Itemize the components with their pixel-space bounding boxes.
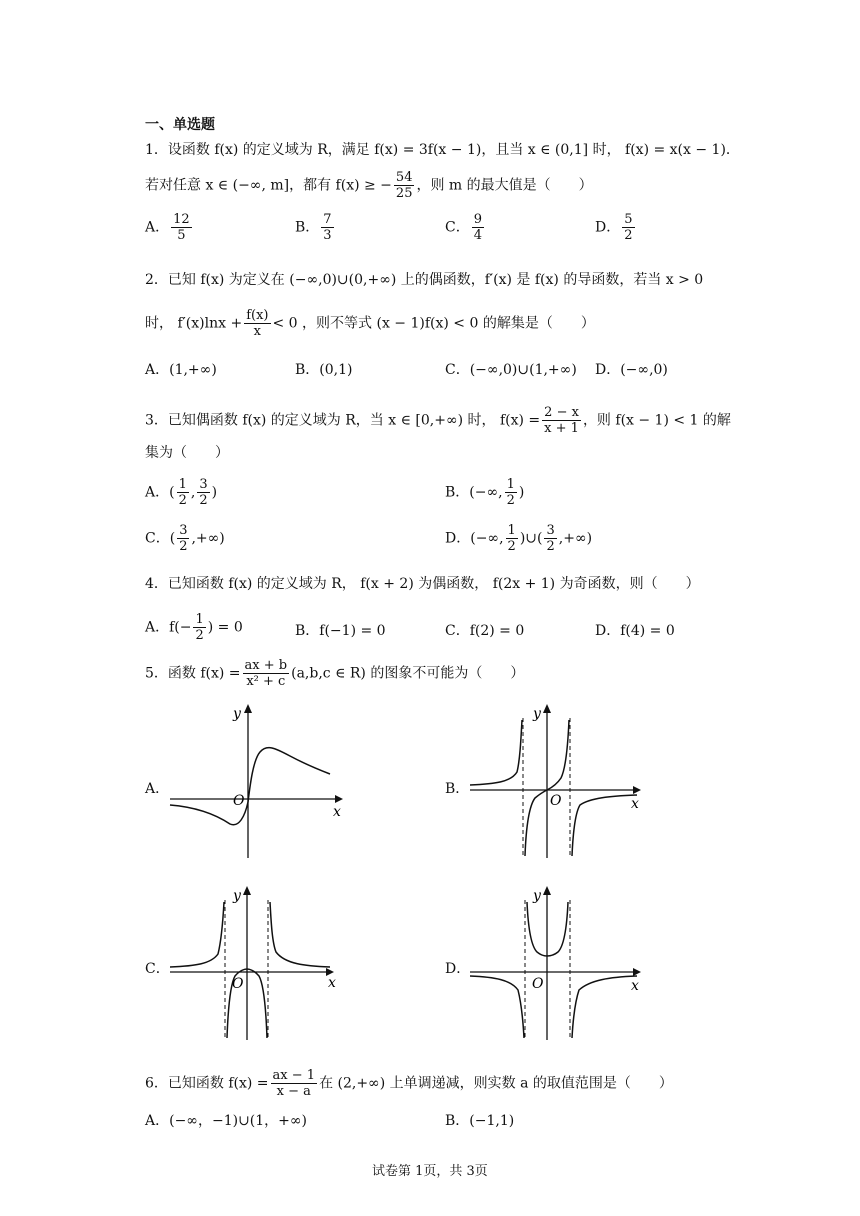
page-footer: 试卷第 1页，共 3页 [372,1164,488,1179]
q3-option-a[interactable]: A．( $\frac{1}{2}$ , $\frac{3}{2}$ ) [145,477,218,508]
q3-option-c[interactable]: C．( $\frac{3}{2}$ ,+∞) [145,523,225,554]
q1-option-c[interactable]: C． $\frac{9}{4}$ [445,212,482,243]
q6-line1: 6．已知函数 f(x) = $\frac{ax - 1}{x - a}$ 在 (2,+∞) 上单调递减，则实数 a 的取值范围是（ ） [145,1068,673,1099]
y-axis-arrow-icon [243,886,251,895]
q1-option-b[interactable]: B． $\frac{7}{3}$ [295,212,332,243]
curve [170,748,330,825]
x-label: x [328,975,336,991]
q3-option-d[interactable]: D．(−∞, $\frac{1}{2}$ )∪( $\frac{3}{2}$ ,+∞) [445,523,593,554]
q5-line1: 5．函数 f(x) = $\frac{ax + b}{\text{x² + c}}$ (a,b,c ∈ R) 的图象不可能为（ ） [145,658,525,689]
q1-line2: 若对任意 x ∈ (−∞, m]，都有 f(x) ≥ − $\frac{54}{25}$ ，则 m 的最大值是（ ） [145,170,593,201]
q6-option-b[interactable]: B．(−1,1) [445,1113,515,1129]
curve-left [470,720,522,785]
graph-a-label[interactable]: A． [145,781,170,797]
curve-right [572,795,637,856]
y-label: y [233,888,241,904]
q2-option-c[interactable]: C．(−∞,0)∪(1,+∞) [445,362,577,378]
x-label: x [333,804,341,820]
y-label: y [533,706,541,722]
y-axis-arrow-icon [244,704,252,713]
q3-line2: 集为（ ） [145,445,229,461]
q2-option-d[interactable]: D．(−∞,0) [595,362,668,378]
q1-line1: 1．设函数 f(x) 的定义域为 R，满足 f(x) = 3f(x − 1)，且当 x ∈ (0,1] 时， f(x) = x(x − 1)． [145,142,740,158]
x-axis-arrow-icon [633,968,641,976]
origin-label: O [232,976,244,992]
x-label: x [631,796,639,812]
x-axis-arrow-icon [335,795,343,803]
q4-option-a[interactable]: A．f(− $\frac{1}{2}$ ) = 0 [145,612,243,643]
y-label: y [233,706,241,722]
y-label: y [533,888,541,904]
graph-a [165,698,355,863]
q3-line1: 3．已知偶函数 f(x) 的定义域为 R，当 x ∈ [0,+∞) 时， f(x) = $\frac{2 - x}{x + 1}$ ，则 f(x − 1) < 1 的解 [145,405,731,436]
graph-c-label[interactable]: C． [145,961,170,977]
q6-option-a[interactable]: A．(−∞，−1)∪(1，+∞) [145,1113,308,1129]
q2-line2: 时， f′(x)lnx + $\frac{f(x)}{x}$ < 0 ，则不等式 (x − 1)f(x) < 0 的解集是（ ） [145,308,595,339]
q4-option-b[interactable]: B．f(−1) = 0 [295,623,386,639]
q4-line1: 4．已知函数 f(x) 的定义域为 R， f(x + 2) 为偶函数， f(2x + 1) 为奇函数，则（ ） [145,576,700,592]
origin-label: O [532,976,544,992]
origin-label: O [550,793,562,809]
x-axis-arrow-icon [633,786,641,794]
graph-c [165,880,355,1045]
curve-right [270,902,330,967]
q4-option-c[interactable]: C．f(2) = 0 [445,623,525,639]
origin-label: O [233,793,245,809]
x-label: x [631,978,639,994]
q1-option-d[interactable]: D． $\frac{5}{2}$ [595,212,633,243]
q2-option-b[interactable]: B．(0,1) [295,362,353,378]
graph-d [465,880,655,1045]
graph-b-label[interactable]: B． [445,781,470,797]
section-title: 一、单选题 [145,117,215,133]
curve-left [470,976,524,1038]
q2-line1: 2．已知 f(x) 为定义在 (−∞,0)∪(0,+∞) 上的偶函数，f′(x) 是 f(x) 的导函数，若当 x > 0 [145,272,704,288]
graph-b [465,698,655,863]
q1-option-a[interactable]: A． $\frac{12}{5}$ [145,212,190,243]
curve-left [170,902,224,967]
q4-option-d[interactable]: D．f(4) = 0 [595,623,675,639]
curve-right [572,976,637,1038]
graph-d-label[interactable]: D． [445,961,471,977]
y-axis-arrow-icon [543,886,551,895]
y-axis-arrow-icon [543,704,551,713]
q3-option-b[interactable]: B．(−∞, $\frac{1}{2}$ ) [445,477,525,508]
q2-option-a[interactable]: A．(1,+∞) [145,362,217,378]
